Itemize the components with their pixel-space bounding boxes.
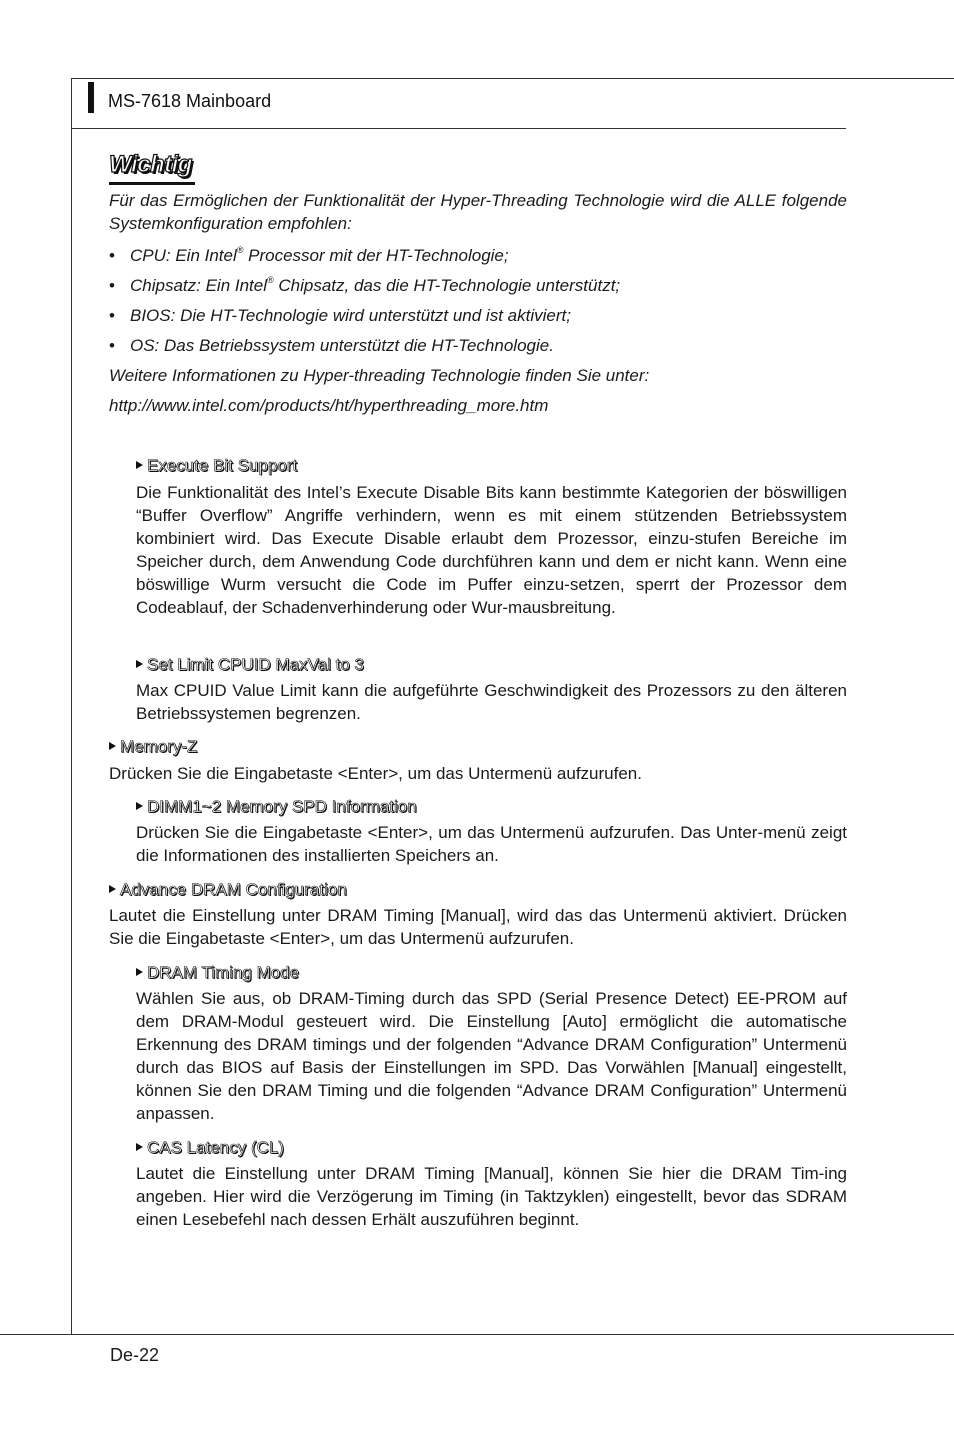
heading-execute-bit-support <box>136 455 297 477</box>
registered-mark: ® <box>236 245 244 256</box>
para-advance-dram-config: Lautet die Einstellung unter DRAM Timing [Manual], wird das das Untermenü aktiviert. Drücken Sie die Eingabetaste <Enter>, um das Untermenü aufzurufen. <box>109 906 847 948</box>
heading-text: DIMM1~2 Memory SPD Information <box>147 797 417 816</box>
note-title-underline <box>109 182 195 185</box>
registered-mark: ® <box>267 275 274 286</box>
para-dimm-spd-info: Drücken Sie die Eingabetaste <Enter>, um das Untermenü aufzurufen. Das Unter-menü zeigt die Informationen des installierten Speichers an. <box>136 823 847 865</box>
bullet-marker: • <box>109 246 115 265</box>
heading-text: Set Limit CPUID MaxVal to 3 <box>147 655 364 674</box>
bullet-marker: • <box>109 306 115 325</box>
heading-advance-dram-config <box>109 879 347 901</box>
heading-text: Advance DRAM Configuration <box>120 880 347 899</box>
para-execute-bit-support: Die Funktionalität des Intel’s Execute Disable Bits kann bestimmte Kategorien der böswilligen “Buffer Overflow” Angriffe verhindern, wenn es mit einem stützenden Betriebssystem kombiniert wird. Das Execute Disable erlaubt dem Prozessor, einzu-stufen Bereiche im Speicher durch, dem Anwendung Code durchführen kann und dem er nicht kann. Wenn eine böswillige Wurm versucht die Code im Puffer einzu-setzen, sperrt der Prozessor dem Codeablauf, der Schadenverhinderung oder Wur-mausbreitung. <box>136 483 847 617</box>
header-bar <box>88 82 94 113</box>
triangle-bullet-icon <box>136 1143 143 1151</box>
heading-memory-z <box>109 736 197 758</box>
footer-rule <box>0 1334 954 1335</box>
para-dram-timing-mode: Wählen Sie aus, ob DRAM-Timing durch das SPD (Serial Presence Detect) EE-PROM auf dem DRAM-Modul gesteuert wird. Die Einstellung [Auto] ermöglicht die automatische Erkennung des DRAM timings und der folgenden “Advance DRAM Configuration” Untermenü durch das BIOS auf Basis der Einstellungen im SPD. Das Vorwählen [Manual] eingestellt, können Sie den DRAM Timing und die folgenden “Advance DRAM Configuration” Untermenü anpassen. <box>136 989 847 1123</box>
para-cas-latency: Lautet die Einstellung unter DRAM Timing [Manual], können Sie hier die DRAM Tim-ing angeben. Hier wird die Verzögerung im Timing (in Taktzyklen) eingestellt, bevor das SDRAM einen Lesebefehl nach dessen Erhält auszuführen beginnt. <box>136 1164 847 1229</box>
triangle-bullet-icon <box>109 742 116 750</box>
bullet-text: BIOS: Die HT-Technologie wird unterstützt und ist aktiviert; <box>130 306 571 325</box>
note-bullet-chipset <box>109 271 847 301</box>
header-title: MS-7618 Mainboard <box>108 91 272 111</box>
bullet-text: Chipsatz, das die HT-Technologie unterstützt; <box>273 276 621 295</box>
triangle-bullet-icon <box>136 660 143 668</box>
heading-text: CAS Latency (CL) <box>147 1138 284 1157</box>
heading-dimm-spd-info <box>136 796 417 818</box>
header-rule <box>72 128 846 129</box>
page-number: De-22 <box>110 1345 160 1365</box>
note-bullet-bios <box>109 301 847 331</box>
note-more-info: Weitere Informationen zu Hyper-threading Technologie finden Sie unter: <box>109 366 650 385</box>
note-title: Wichtig <box>109 151 192 178</box>
heading-text: DRAM Timing Mode <box>147 963 300 982</box>
heading-set-limit-cpuid <box>136 654 364 676</box>
bullet-text: CPU: Ein Intel <box>130 246 237 265</box>
bullet-text: OS: Das Betriebssystem unterstützt die HT-Technologie. <box>130 336 554 355</box>
para-memory-z: Drücken Sie die Eingabetaste <Enter>, um das Untermenü aufzurufen. <box>109 764 642 783</box>
para-set-limit-cpuid: Max CPUID Value Limit kann die aufgeführte Geschwindigkeit des Prozessors zu den älteren Betriebssystemen begrenzen. <box>136 681 847 723</box>
bullet-text: Chipsatz: Ein Intel <box>130 276 268 295</box>
note-bullet-list <box>109 241 847 361</box>
note-intro: Für das Ermöglichen der Funktionalität der Hyper-Threading Technologie wird die ALLE folgende Systemkonfiguration empfohlen: <box>109 191 847 233</box>
heading-text: Memory-Z <box>120 737 198 756</box>
bullet-marker: • <box>109 276 115 295</box>
heading-text: Execute Bit Support <box>147 456 298 475</box>
triangle-bullet-icon <box>136 802 143 810</box>
triangle-bullet-icon <box>136 461 143 469</box>
triangle-bullet-icon <box>109 885 116 893</box>
bullet-marker: • <box>109 336 115 355</box>
note-url: http://www.intel.com/products/ht/hyperthreading_more.htm <box>109 396 549 415</box>
page-frame-left <box>71 78 72 1334</box>
heading-cas-latency <box>136 1137 284 1159</box>
note-bullet-cpu <box>109 241 847 271</box>
bullet-text: Processor mit der HT-Technologie; <box>243 246 509 265</box>
page-frame-top <box>71 78 954 79</box>
heading-dram-timing-mode <box>136 962 299 984</box>
note-bullet-os <box>109 331 847 361</box>
triangle-bullet-icon <box>136 968 143 976</box>
